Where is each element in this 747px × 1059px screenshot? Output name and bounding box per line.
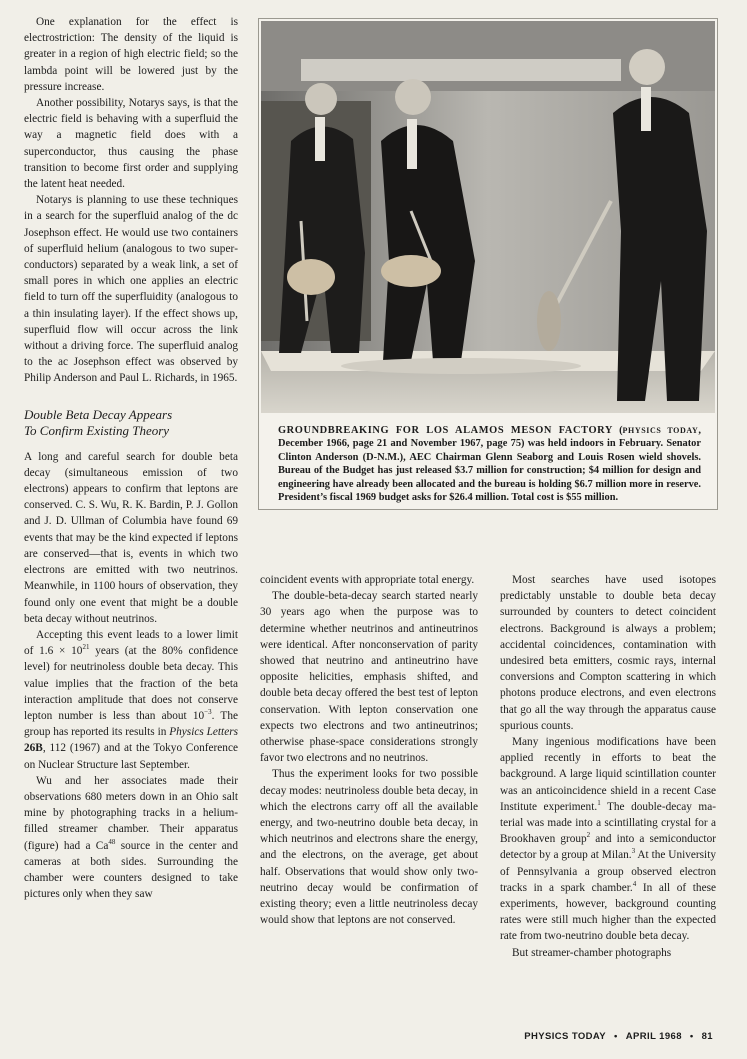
text-run: and into a semiconductor detector by a group at Milan.: [500, 833, 716, 862]
paragraph: Thus the experiment looks for two possible decay modes: neutrinoless double beta decay, in which the electrons carry off all the available energy, and two-neutrino double beta decay, in which neutrinos and electrons share the energy, and the electrons, on the average, get about half. Observations that would show only two-neutrino decay would be confirmation of existing theory; even a little neutrinoless decay would show that leptons are not conserved.: [260, 768, 478, 927]
text-run: Many ingenious modifications have been applied recently in efforts to beat the background. A large liquid scintillation counter was an anticoincidence shield in a recent Case Institute experiment.: [500, 736, 716, 813]
footer-issue: APRIL 1968: [625, 1031, 682, 1042]
left-column: [24, 14, 238, 902]
paragraph: A long and careful search for double beta decay (simultaneous emission of two electrons) appears to confirm that leptons are conserved. C. S. Wu, R. K. Bardin, P. J. Gollon and J. D. Ullman of Columbia have found 69 events that may be the kind expected if leptons are conserved—that is, events in which two electrons are emitted with two neutrinos. Meanwhile, in 1100 hours of observation, they found only one event that might be a double beta decay without neutrinos.: [24, 450, 238, 625]
text-run: Wu and her associates made their observations 680 meters down in an Ohio salt mine by photographing tracks in a helium-filled streamer chamber. Their apparatus (figure) had a Ca: [24, 774, 238, 852]
reference-mark: 4: [632, 880, 637, 889]
photo-illustration: [261, 21, 715, 413]
reference-mark: 1: [597, 799, 601, 808]
text-run: In all of these experiments, however, background counting rates were still much higher than the expected rate from two-neutrino double beta decay.: [500, 881, 716, 943]
footer-journal: PHYSICS TODAY: [524, 1031, 607, 1042]
paragraph: Notarys is planning to use these techniques in a search for the superfluid analog of the dc Josephson effect. He would use two containers of superfluid helium (analogous to two superconductors) separated by a weak link, a set of small pores in which one applies an electric field to turn off the superfluidity (analogous to a thin insulating layer). If the effect shows up, superfluid flow will occur across the link without a driving force. The superfluid analog to the ac Josephson effect was observed by Philip Anderson and Paul L. Richards, in 1965.: [24, 194, 238, 385]
groundbreaking-photo: [261, 21, 715, 413]
paragraph: [24, 627, 238, 773]
reference-mark: 2: [586, 831, 591, 840]
reference-mark: 3: [631, 847, 636, 856]
caption-title: GROUNDBREAKING FOR LOS ALAMOS MESON FACTORY: [278, 425, 613, 436]
paragraph: Another possibility, Notarys says, is that the electric field is behaving with a superfluid the way a magnetic field does with a superconductor, thus causing the phase transition to become first order and supplying the latent heat needed.: [24, 97, 238, 191]
middle-column: [260, 572, 478, 928]
paragraph: coincident events with appropriate total energy.: [260, 574, 475, 586]
volume-number: 26B: [24, 742, 43, 755]
text-run: At the University of Pennsylvania a group observed electron tracks in a spark chamber.: [500, 849, 716, 894]
footer-separator: •: [689, 1031, 694, 1042]
caption-text: , December 1966, page 21 and November 1967, page 75) was held indoors in February. Senator Clinton Anderson (D-N.M.), AEC Chairman Glenn Seaborg and Louis Rosen wield shovels. Bureau of the Budget has just released $3.7 million for construction; $4 million for design and engineering have already been allocated and the bureau is holding $6.7 million more in reserve. President’s fiscal 1969 budget asks for $26.4 million. Total cost is $55 million.: [278, 425, 701, 504]
figure-caption: [278, 424, 701, 504]
superscript: −3: [204, 708, 212, 717]
section-heading: [24, 407, 238, 439]
text-run: . The group has reported its results in: [24, 709, 238, 739]
paragraph: One explanation for the effect is electrostriction: The density of the liquid is greater in a region of high electric field; so the lambda point will be lowered just by the pressure increase.: [24, 16, 238, 93]
figure: [258, 18, 718, 510]
footer-separator: •: [614, 1031, 618, 1042]
paragraph: [500, 734, 716, 945]
text-run: source in the center and cameras at both sides. Surrounding the chamber were counters designed to take pictures only when they saw: [24, 839, 238, 901]
paragraph: But streamer-chamber photographs: [512, 946, 672, 959]
text-run: The double-decay material was made into a scintillating crystal for a Brookhaven group: [500, 800, 716, 846]
superscript: 48: [108, 837, 116, 846]
ceiling-light: [301, 59, 621, 81]
paragraph: Most searches have used isotopes predictably unstable to double beta decay surrounded by counters to detect coincident electrons. Background is always a problem; accidental coincidences, contamination with undesired beta emitters, cosmic rays, internal conversions and Compton scattering in which photons produce electrons, and even electrons that go all the way through the apparatus cause spurious counts.: [500, 574, 716, 732]
text-run: years (at the 80% confidence level) for neutrinoless double beta decay. This value implies that the fraction of the beta interaction amplitude that does not conserve lepton number is less than about 10: [24, 645, 238, 722]
paragraph: The double-beta-decay search started nearly 30 years ago when the purpose was to determine whether neutrinos and antineutrinos were identical. After nonconservation of parity showed that neutrino and antineutrino have opposite helicities, emphasis shifted, and double beta decay offered the best test of lepton conservation. With lepton conservation one expects two electrons and two antineutrinos; otherwise phase-space considerations strongly favor two electrons and no neutrinos.: [260, 590, 478, 765]
page-number: 81: [701, 1031, 713, 1042]
text-run: Accepting this event leads to a lower limit of 1.6 × 10: [24, 628, 238, 658]
section-heading-line: To Confirm Existing Theory: [24, 422, 170, 438]
sand-pile: [341, 358, 581, 374]
paragraph: [24, 773, 238, 903]
superscript: 21: [82, 643, 90, 652]
right-column: [500, 572, 716, 961]
text-run: , 112 (1967) and at the Tokyo Conference on Nuclear Structure last September.: [24, 742, 238, 771]
page-footer: [524, 1031, 713, 1042]
caption-text: (: [612, 425, 623, 436]
journal-name: Physics Letters: [169, 726, 238, 739]
caption-journal: PHYSICS TODAY: [622, 426, 699, 435]
section-heading-line: Double Beta Decay Appears: [24, 406, 173, 422]
